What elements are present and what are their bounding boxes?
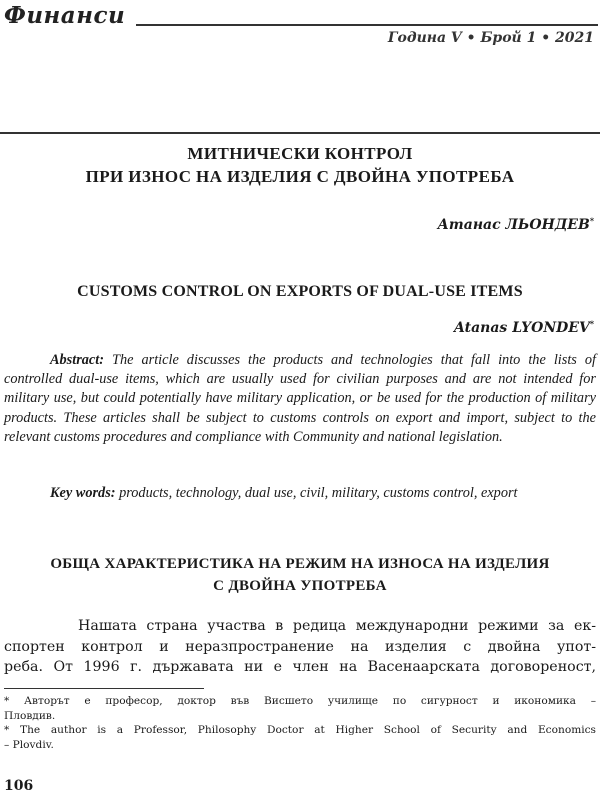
footnote-en-line: * The author is a Professor, Philosophy Doctor at Higher School of Security and Economics bbox=[4, 724, 596, 737]
abstract bbox=[4, 351, 596, 447]
body-line: реба. От 1996 г. държавата ни е член на Васенаарската договореност, bbox=[4, 659, 596, 675]
abstract-text: The article discusses the products and technologies that fall into the lists of controlled dual-use items, which are usually used for civilian purposes and are not intended for military use, but could potentially have military application, or be used for the production of military products. These articles shall be subject to customs controls on export and import, subject to the relevant customs procedures and compliance with Community and national legislation. bbox=[4, 352, 596, 445]
footnote-bg-line: Пловдив. bbox=[4, 709, 56, 722]
article-title-en: CUSTOMS CONTROL ON EXPORTS OF DUAL-USE ITEMS bbox=[77, 283, 523, 300]
author-bg-name: Атанас ЛЬОНДЕВ bbox=[437, 217, 590, 233]
keywords-label: Key words: bbox=[50, 485, 116, 501]
abstract-label: Abstract: bbox=[50, 352, 105, 368]
footnote-en-line: – Plovdiv. bbox=[4, 738, 54, 751]
keywords-text: products, technology, dual use, civil, military, customs control, export bbox=[115, 485, 518, 501]
article-title-bg bbox=[0, 142, 600, 188]
title-separator-rule bbox=[0, 132, 600, 134]
footnote-bg-line: * Авторът е професор, доктор във Висшето училище по сигурност и икономика – bbox=[4, 695, 596, 707]
author-bg-footnote-mark: * bbox=[589, 215, 594, 226]
author-en bbox=[454, 320, 594, 336]
article-title-bg-line-2: ПРИ ИЗНОС НА ИЗДЕЛИЯ С ДВОЙНА УПОТРЕБА bbox=[85, 167, 515, 186]
article-title-bg-line-1: МИТНИЧЕСКИ КОНТРОЛ bbox=[187, 144, 413, 163]
header-rule bbox=[136, 24, 598, 26]
author-en-name: Atanas LYONDEV bbox=[454, 320, 590, 336]
footnote-rule bbox=[4, 688, 204, 689]
author-en-footnote-mark: * bbox=[589, 318, 594, 329]
body-line: спортен контрол и неразпространение на изделия с двойна упот- bbox=[4, 638, 596, 655]
journal-name: Финанси bbox=[4, 2, 126, 29]
page-number: 106 bbox=[4, 778, 34, 794]
section-heading-line-2: С ДВОЙНА УПОТРЕБА bbox=[213, 578, 387, 594]
keywords bbox=[4, 484, 596, 503]
body-line: Нашата страна участва в редица международни режими за ек- bbox=[78, 618, 596, 634]
footnotes bbox=[4, 694, 596, 752]
author-bg bbox=[438, 217, 594, 233]
section-heading-line-1: ОБЩА ХАРАКТЕРИСТИКА НА РЕЖИМ НА ИЗНОСА НА ИЗДЕЛИЯ bbox=[50, 556, 550, 572]
issue-info: Година V • Брой 1 • 2021 bbox=[387, 30, 594, 46]
section-heading bbox=[0, 553, 600, 597]
body-paragraph bbox=[4, 616, 596, 678]
